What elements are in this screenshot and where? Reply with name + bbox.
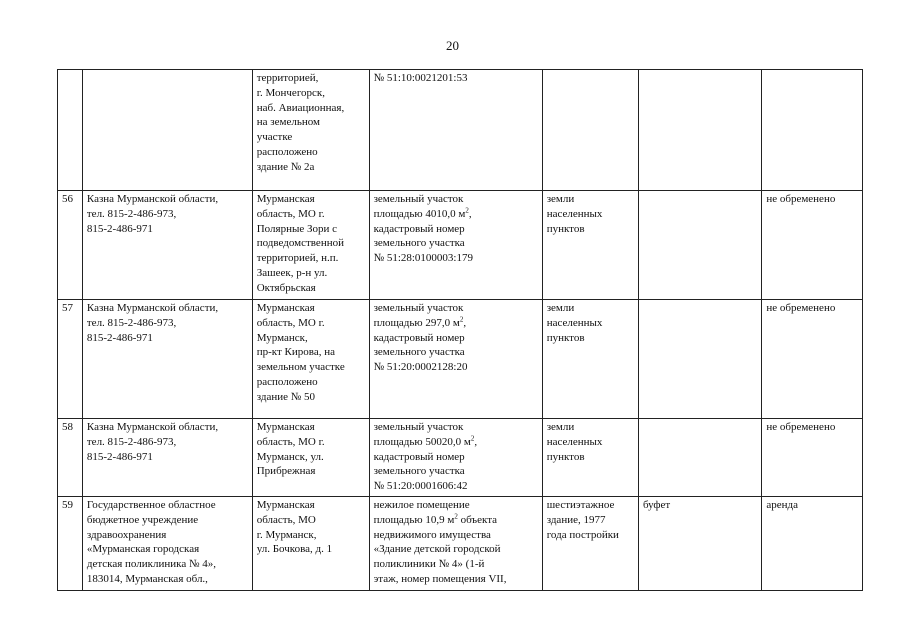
encumbrance-cell: не обременено [762, 419, 863, 497]
page-number: 20 [446, 38, 459, 53]
category-cell: шестиэтажное здание, 1977 года постройки [542, 496, 638, 590]
row-number: 58 [58, 419, 83, 497]
encumbrance-cell: аренда [762, 496, 863, 590]
owner-cell: Казна Мурманской области, тел. 815-2-486-973, 815-2-486-971 [82, 300, 252, 419]
encumbrance-cell: не обременено [762, 191, 863, 300]
description-cell [369, 300, 542, 419]
description-cell [369, 191, 542, 300]
address-cell: территорией, г. Мончегорск, наб. Авиационная, на земельном участке расположено здание № 2а [252, 70, 369, 191]
category-cell: земли населенных пунктов [542, 300, 638, 419]
description-cell [369, 419, 542, 497]
owner-cell: Казна Мурманской области, тел. 815-2-486-973, 815-2-486-971 [82, 191, 252, 300]
table-row [58, 496, 863, 590]
use-cell [638, 70, 761, 191]
owner-cell: Казна Мурманской области, тел. 815-2-486-973, 815-2-486-971 [82, 419, 252, 497]
table-row [58, 70, 863, 191]
description-text-cont: , кадастровый номер земельного участка № 51:28:0100003:179 [373, 207, 473, 265]
use-cell: буфет [638, 496, 761, 590]
row-number: 59 [58, 496, 83, 590]
unit-superscript: 2 [454, 512, 458, 521]
use-cell [638, 300, 761, 419]
row-number: 56 [58, 191, 83, 300]
description-text: земельный участок площадью 4010,0 м [373, 193, 466, 220]
description-text-cont: объекта недвижимого имущества «Здание детской городской поликлиники № 4» (1-й этаж, номер помещения VII, [373, 513, 507, 585]
row-number: 57 [58, 300, 83, 419]
table-row [58, 300, 863, 419]
description-cell [369, 496, 542, 590]
description-text-cont: , кадастровый номер земельного участка № 51:20:0001606:42 [373, 435, 478, 493]
category-cell: земли населенных пунктов [542, 419, 638, 497]
address-cell: Мурманская область, МО г. Мурманск, ул. Прибрежная [252, 419, 369, 497]
address-cell: Мурманская область, МО г. Мурманск, пр-кт Кирова, на земельном участке расположено здание № 50 [252, 300, 369, 419]
unit-superscript: 2 [465, 206, 469, 215]
owner-cell: Государственное областное бюджетное учреждение здравоохранения «Мурманская городская детская поликлиника № 4», 183014, Мурманская обл., [82, 496, 252, 590]
address-cell: Мурманская область, МО г. Полярные Зори с подведомственной территорией, н.п. Зашеек, р-н ул. Октябрьская [252, 191, 369, 300]
category-cell [542, 70, 638, 191]
description-text: земельный участок площадью 50020,0 м [373, 421, 471, 448]
owner-cell [82, 70, 252, 191]
property-registry-table [57, 69, 863, 591]
unit-superscript: 2 [459, 315, 464, 324]
description-cell [369, 70, 542, 191]
encumbrance-cell [762, 70, 863, 191]
unit-superscript: 2 [470, 434, 475, 443]
table-row [58, 191, 863, 300]
description-text: земельный участок площадью 297,0 м [373, 302, 464, 329]
description-text: № 51:10:0021201:53 [373, 72, 468, 84]
use-cell [638, 191, 761, 300]
address-cell: Мурманская область, МО г. Мурманск, ул. Бочкова, д. 1 [252, 496, 369, 590]
use-cell [638, 419, 761, 497]
encumbrance-cell: не обременено [762, 300, 863, 419]
category-cell: земли населенных пунктов [542, 191, 638, 300]
description-text: нежилое помещение площадью 10,9 м [373, 498, 470, 526]
table-row [58, 419, 863, 497]
description-text-cont: , кадастровый номер земельного участка № 51:20:0002128:20 [373, 316, 468, 374]
row-number [58, 70, 83, 191]
